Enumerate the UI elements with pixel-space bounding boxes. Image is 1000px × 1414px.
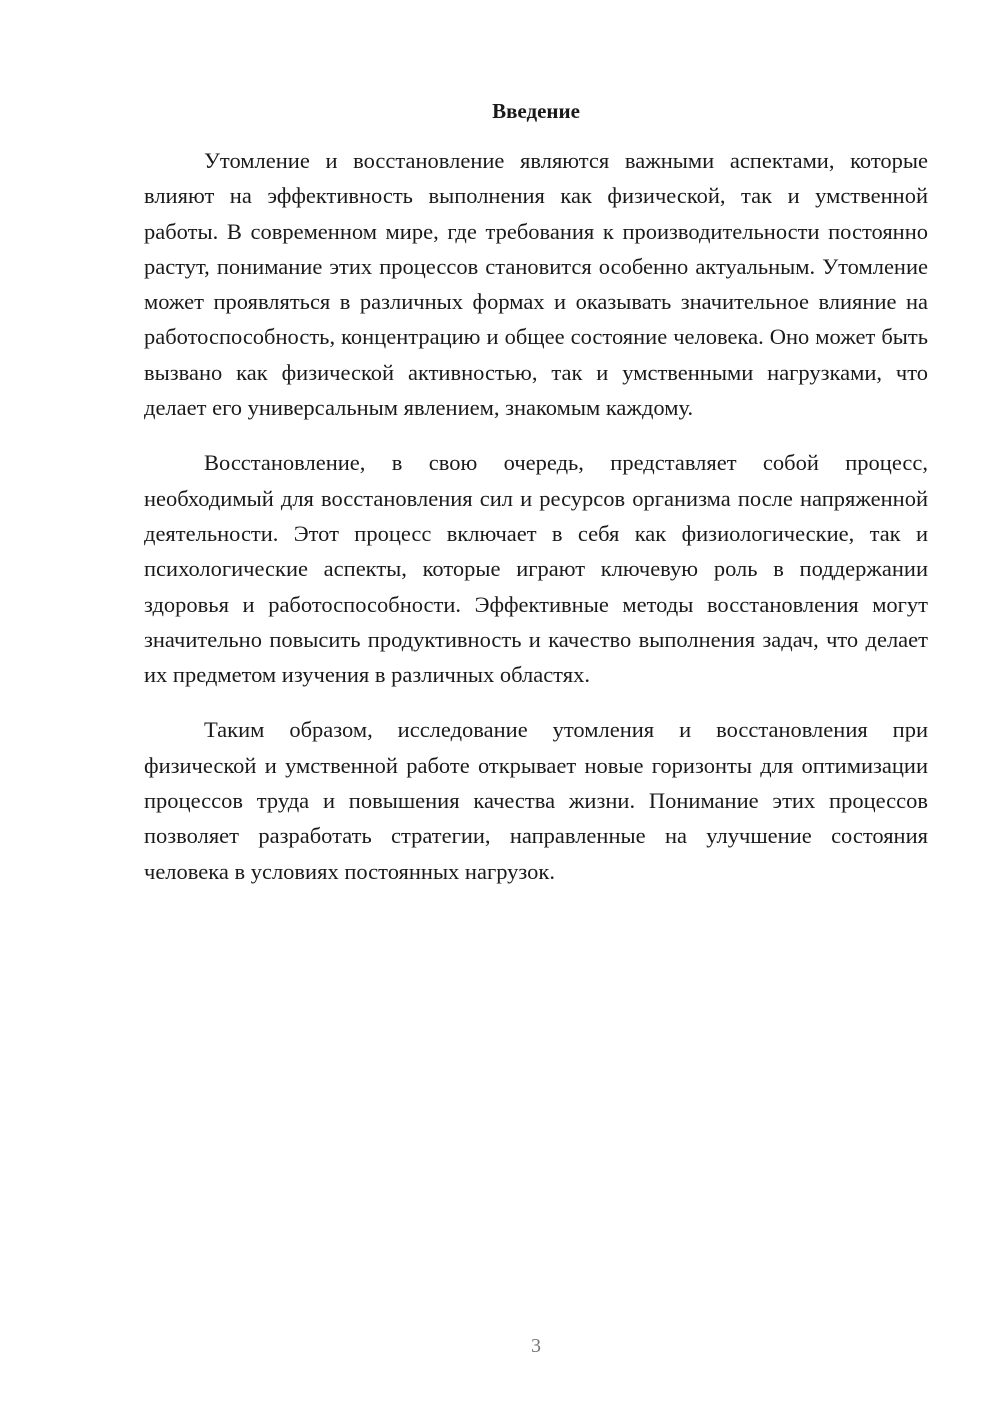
paragraph-1: Утомление и восстановление являются важными аспектами, которые влияют на эффективность выполнения как физической, так и умственной работы. В современном мире, где требования к производительности постоянно растут, понимание этих процессов становится особенно актуальным. Утомление может проявляться в различных формах и оказывать значительное влияние на работоспособность, концентрацию и общее состояние человека. Оно может быть вызвано как физической активностью, так и умственными нагрузками, что делает его универсальным явлением, знакомым каждому. bbox=[144, 148, 928, 421]
paragraph-3: Таким образом, исследование утомления и восстановления при физической и умственной работе открывает новые горизонты для оптимизации процессов труда и повышения качества жизни. Понимание этих процессов позволяет разработать стратегии, направленные на улучшение состояния человека в условиях постоянных нагрузок. bbox=[144, 717, 928, 884]
body-text bbox=[144, 143, 928, 909]
page-number: 3 bbox=[531, 1335, 541, 1357]
section-heading: Введение bbox=[492, 99, 580, 123]
paragraph-2: Восстановление, в свою очередь, представляет собой процесс, необходимый для восстановления сил и ресурсов организма после напряженной деятельности. Этот процесс включает в себя как физиологические, так и психологические аспекты, которые играют ключевую роль в поддержании здоровья и работоспособности. Эффективные методы восстановления могут значительно повысить продуктивность и качество выполнения задач, что делает их предметом изучения в различных областях. bbox=[144, 450, 928, 688]
